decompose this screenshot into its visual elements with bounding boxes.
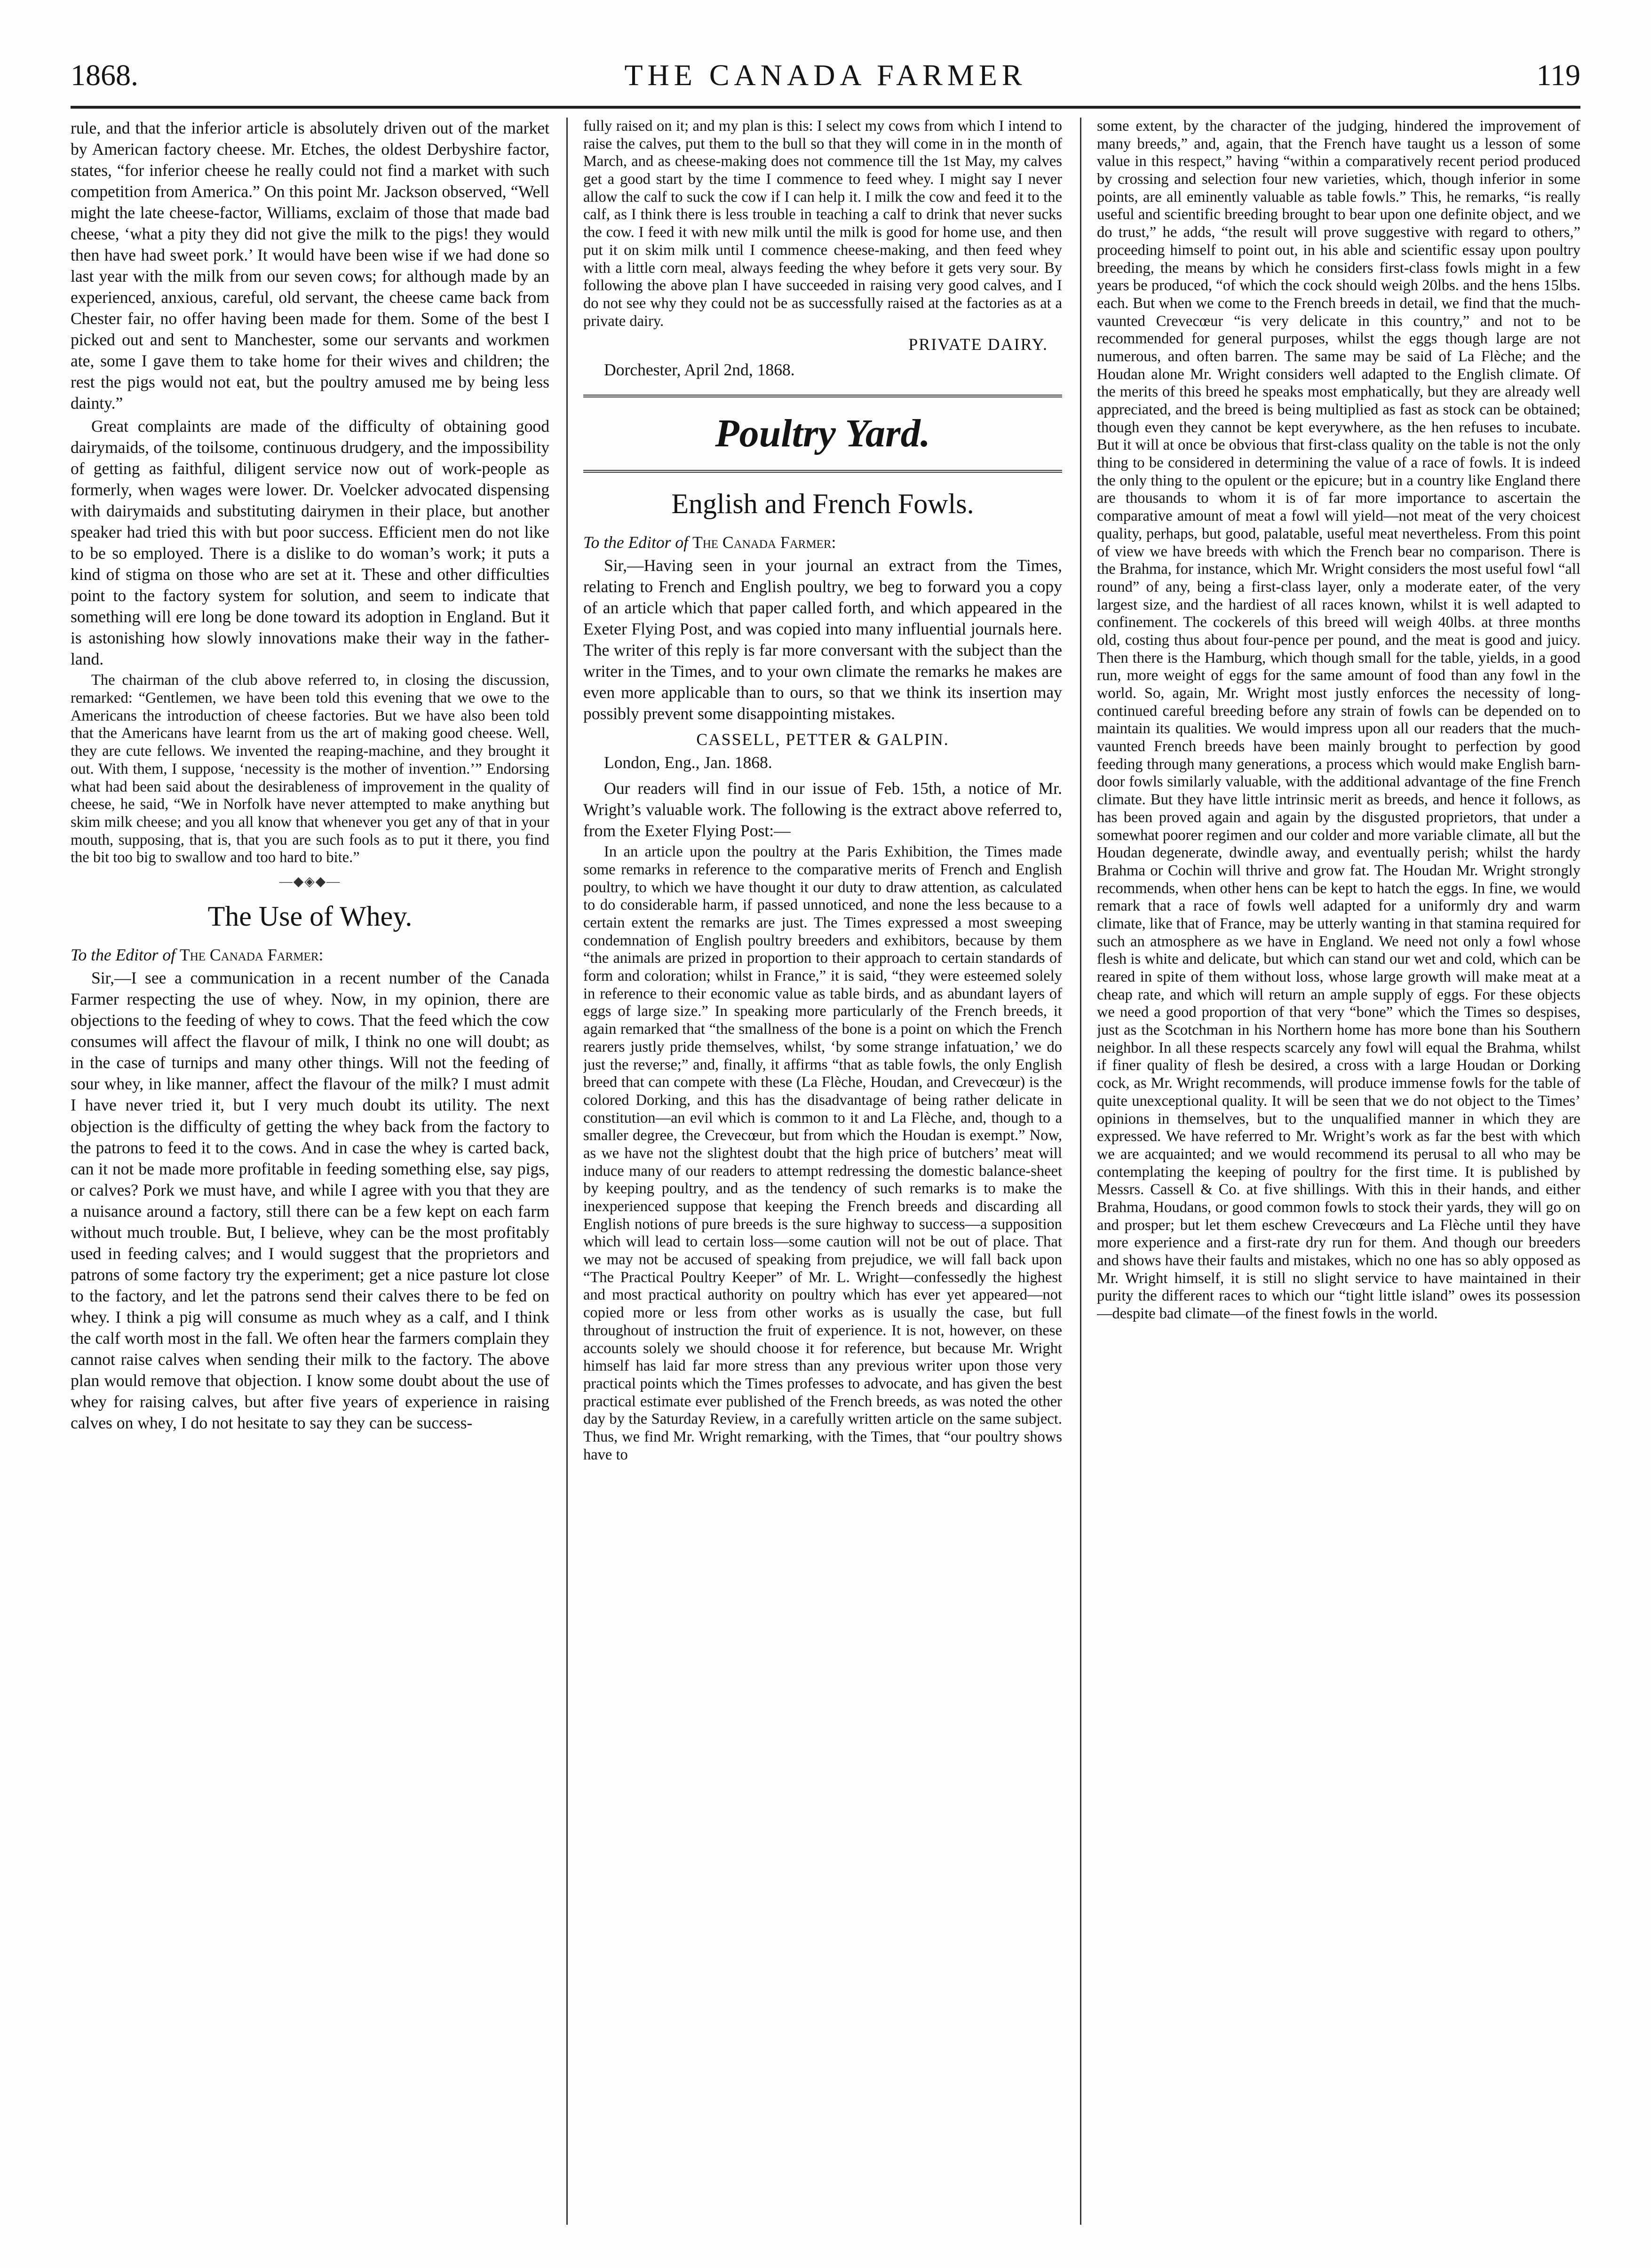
to-editor-prefix: To the Editor of: [583, 533, 689, 552]
column-divider: [1080, 118, 1081, 2225]
column-3: [1097, 118, 1580, 2225]
to-editor-line: [583, 532, 1062, 553]
readers-note: Our readers will find in our issue of Feb. 15th, a notice of Mr. Wright’s valuable work. The following is the extract above referred to, from the Exeter Flying Post:—: [583, 779, 1062, 841]
page-number: 119: [1536, 58, 1580, 92]
extract-continuation: some extent, by the character of the judging, hindered the improvement of many breeds,” and, again, that the French have taught us a lesson of some value in this respect,” having “within a comparatively recent period produced by crossing and selection four new varieties, which, though inferior in some points, are all eminently valuable as table fowls.” This, he remarks, “is really useful and scientific breeding brought to bear upon one definite object, and we do trust,” he adds, “the result will prove suggestive with regard to others,” proceeding himself to point out, in his able and scientific essay upon poultry breeding, the means by which he considers first-class fowls might in a few years be produced, “of which the cock should weigh 20lbs. and the hens 15lbs. each. But when we come to the French breeds in detail, we find that the much-vaunted Crevecœur “is very delicate in this country,” and not to be recommended for general purposes, whilst the eggs though large are not numerous, and often barren. The same may be said of La Flèche; and the Houdan alone Mr. Wright considers well adapted to the English climate. Of the merits of this breed he speaks most emphatically, but they are already well appreciated, and the breed is being multiplied as fast as stock can be obtained; though even they cannot be kept everywhere, as the hen refuses to incubate. But it will at once be obvious that first-class quality on the table is not the only thing to be considered in determining the value of a race of fowls. It is indeed the only thing to the opulent or the epicure; but in a country like England there are thousands to whom it is of far more importance to ascertain the comparative amount of meat a fowl will yield—not meat of the very choicest quality, perhaps, but good, palatable, useful meat nevertheless. From this point of view we have breeds with which the French bear no comparison. There is the Brahma, for instance, which Mr. Wright considers the most useful fowl “all round” of any, being a first-class layer, only a moderate eater, of the very largest size, and the hardiest of all races known, whilst it is well adapted to confinement. The cockerels of this breed will weigh 40lbs. at three months old, costing thus about four-pence per pound, and the meat is good and juicy. Then there is the Hamburg, which though small for the table, yields, in a good run, more weight of eggs for the same amount of food than any fowl in the world. So, again, Mr. Wright most justly enforces the necessity of long-continued careful breeding before any strain of fowls can be depended on to maintain its qualities. We would impress upon all our readers that the much-vaunted French breeds have been mainly brought to perfection by good feeding through many generations, a process which would make English barn-door fowls similarly valuable, with the additional advantage of the fine French climate. But they have little intrinsic merit as breeds, and hence it follows, as has been proved again and again by the disgusted proprietors, that under a somewhat poorer regimen and our colder and more variable climate, all but the Houdan degenerate, dwindle away, and eventually perish; whilst the hardy Brahma or Cochin will thrive and grow fat. The Houdan Mr. Wright strongly recommends, when other hens can be kept to hatch the eggs. In fine, we would remark that a race of fowls well adapted for a uniformly dry and warm climate, like that of France, may be utterly wanting in that stamina required for such an atmosphere as we have in England. We need not only a fowl whose flesh is white and delicate, but which can stand our wet and cold, which can be reared in spite of them without loss, whose large growth will make meat at a cheap rate, and which will return an ample supply of eggs. For these objects we need a good proportion of that very “bone” which the Times so despises, just as the Scotchman in his Northern home has more bone than his Southern neighbor. In all these respects scarcely any fowl will equal the Brahma, whilst if finer quality of flesh be desired, a cross with a large Houdan or Dorking cock, as Mr. Wright recommends, will produce immense fowls for the table of quite unexceptional quality. It will be seen that we do not object to the Times’ opinions in themselves, but to the unqualified manner in which they are expressed. We have referred to Mr. Wright’s work as far the best with which we are acquainted; and we would recommend its perusal to all who may be contemplating the keeping of poultry for the first time. It is published by Messrs. Cassell & Co. at five shillings. With this in their hands, and either Brahma, Houdans, or good common fowls to stock their yards, they will go on and prosper; but let them eschew Crevecœurs and La Flèche until they have more experience and a first-rate dry run for them. And though our breeders and shows have their faults and mistakes, which no one has so ably opposed as Mr. Wright himself, it is still no slight service to have maintained in their purity the different races to which our “tight little island” owes its possession—despite bad climate—of the finest fowls in the world.: [1097, 118, 1580, 1323]
dateline: Dorchester, April 2nd, 1868.: [604, 360, 795, 379]
whey-heading: The Use of Whey.: [207, 901, 413, 932]
fowls-heading: English and French Fowls.: [671, 488, 974, 520]
column-divider: [566, 118, 568, 2225]
article-paragraph: fully raised on it; and my plan is this: I select my cows from which I intend to raise the calves, put them to the bull so that they will come in in the month of March, and as cheese-making does not commence till the 1st May, my calves get a good start by the time I commence to feed whey. I might say I never allow the calf to suck the cow if I can help it. I milk the cow and feed it to the calf, as I think there is less trouble in teaching a calf to drink that never sucks the cow. I feed it with new milk until the milk is good for home use, and then put it on skim milk until I commence cheese-making, and then feed whey with a little corn meal, always feeding the whey before it gets very sour. By following the above plan I have succeeded in raising very good calves, and I do not see why they could not be as successfully raised at the factories as at a private dairy.: [583, 118, 1062, 330]
section-ornament: —◆◈◆—: [279, 874, 341, 889]
masthead-rule: [71, 106, 1580, 109]
letter-signature: CASSELL, PETTER & GALPIN.: [696, 730, 949, 749]
article-paragraph: Great complaints are made of the difficulty of obtaining good dairymaids, of the toilsome, continuous drudgery, and the impossibility of getting as faithful, diligent service now out of work-people as formerly, when wages were lower. Dr. Voelcker advocated dispensing with dairymaids and substituting dairymen in their place, but another speaker had tried this with but poor success. Efficient men do not like to be so employed. There is a dislike to do woman’s work; it puts a kind of stigma on those who are set at it. These and other difficulties point to the factory system for solution, and seem to indicate that something will ere long be done toward its adoption in England. But it is astonishing how slowly innovations make their way in the father-land.: [71, 417, 549, 669]
column-2: [583, 118, 1062, 2225]
masthead-year: 1868.: [71, 58, 138, 92]
department-heading: Poultry Yard.: [583, 395, 1062, 473]
column-1: [71, 118, 549, 2225]
letter-body: Sir,—Having seen in your journal an extract from the Times, relating to French and English poultry, we beg to forward you a copy of an article which that paper called forth, and which appeared in the Exeter Flying Post, and was copied into many influential journals here. The writer of this reply is far more conversant with the subject than the writer in the Times, and to your own climate the remarks he makes are even more applicable than to ours, so that we think its insertion may possibly prevent some disappointing mistakes.: [583, 556, 1062, 723]
extract-body: In an article upon the poultry at the Paris Exhibition, the Times made some remarks in reference to the comparative merits of French and English poultry, to which we have thought it our duty to draw attention, as calculated to do considerable harm, if passed unnoticed, and none the less because to a certain extent the remarks are just. The Times expressed a most sweeping condemnation of English poultry breeders and exhibitors, because by them “the animals are prized in proportion to their approach to certain standards of form and coloration; whilst in France,” it is said, “they were esteemed solely in reference to their economic value as table birds, and as abundant layers of eggs of large size.” In speaking more particularly of the French breeds, it again remarked that “the smallness of the bone is a point on which the French rearers justly pride themselves, whilst, ‘by some strange infatuation,’ we do just the reverse;” and, finally, it affirms “that as table fowls, the only English breed that can compete with these (La Flèche, Houdan, and Crevecœur) is the colored Dorking, and this has the disadvantage of being rather delicate in constitution—an evil which is common to it and La Flèche, and, though to a smaller degree, the Crevecœur, but from which the Houdan is exempt.” Now, as we have not the slightest doubt that the high price of butchers’ meat will induce many of our readers to attempt redressing the domestic balance-sheet by keeping poultry, and as the tendency of such remarks is to make the inexperienced suppose that keeping the French breeds and discarding all English notions of pure breeds is the sure highway to success—a supposition which will lead to certain loss—some caution will not be out of place. That we may not be accused of speaking from prejudice, we will fall back upon “The Practical Poultry Keeper” of Mr. L. Wright—confessedly the highest and most practical authority on poultry which has ever yet appeared—not copied more or less from other works as is usually the case, but full throughout of instruction the fruit of experience. It is not, however, on these accounts solely we should choose it for reference, but because Mr. Wright himself has laid far more stress than any previous writer upon those very practical points which the Times professes to advocate, and has given the best practical estimate ever published of the French breeds, as was noted the other day by the Saturday Review, in a carefully written article on the same subject. Thus, we find Mr. Wright remarking, with the Times, that “our poultry shows have to: [583, 843, 1062, 1463]
letter-body: Sir,—I see a communication in a recent number of the Canada Farmer respecting the use of whey. Now, in my opinion, there are objections to the feeding of whey to cows. That the feed which the cow consumes will affect the flavour of milk, I think no one will doubt; as in the case of turnips and many other things. Will not the feeding of sour whey, in like manner, affect the flavour of the milk? I must admit I have never tried it, but I very much doubt its utility. The next objection is the difficulty of getting the whey back from the factory to the patrons to feed it to the cows. And in case the whey is carted back, can it not be made more profitable in feeding something else, say pigs, or calves? Pork we must have, and while I agree with you that they are a nuisance around a factory, still there can be a few kept on each farm without much trouble. But, I believe, whey can be the most profitably used in feeding calves; and I would suggest that the proprietors and patrons of some factory try the experiment; get a nice pasture lot close to the factory, and let the patrons send their calves there to be fed on whey. I think a pig will consume as much whey as a calf, and I think the calf worth most in the fall. We often hear the farmers complain they cannot raise calves when sending their milk to the factory. The above plan would remove that objection. I know some doubt about the use of whey for raising calves, but after five years of experience in raising calves on whey, I do not hesitate to say they can be success-: [71, 968, 549, 1432]
to-editor-name: The Canada Farmer:: [692, 533, 836, 552]
article-paragraph: The chairman of the club above referred to, in closing the discussion, remarked: “Gentlemen, we have been told this evening that we owe to the Americans the introduction of cheese factories. But we have also been told that the Americans have learnt from us the art of making good cheese. Well, they are cute fellows. We invented the reaping-machine, and they brought it out. With them, I suppose, ‘necessity is the mother of invention.’” Endorsing what had been said about the desirableness of improvement in the quality of cheese, he said, “We in Norfolk have never attempted to make anything but skim milk cheese; and you all know that whenever you get any of that in your mouth, supposing, that is, that you are such fools as to put it there, you find the bit too big to swallow and too hard to bite.”: [71, 672, 549, 866]
masthead: [71, 52, 1580, 99]
to-editor-prefix: To the Editor of: [71, 945, 176, 965]
article-paragraph: rule, and that the inferior article is absolutely driven out of the market by American factory cheese. Mr. Etches, the oldest Derbyshire factor, states, “for inferior cheese he really could not find a market with such competition from America.” On this point Mr. Jackson observed, “Well might the late cheese-factor, Williams, exclaim of those that made bad cheese, ‘what a pity they did not give the milk to the pigs! they would then have had sweet pork.’ It would have been wise if we had done so last year with the milk from our seven cows; for although made by an experienced, anxious, careful, old servant, the cheese came back from Chester fair, no offer having been made for them. Some of the best I picked out and sent to Manchester, some our servants and workmen ate, some I gave them to take home for their wives and children; the rest the pigs would not eat, but the poultry amused me by being less dainty.”: [71, 119, 549, 413]
to-editor-name: The Canada Farmer:: [179, 945, 324, 965]
masthead-title: THE CANADA FARMER: [624, 58, 1027, 92]
to-editor-line: [71, 944, 549, 966]
letter-dateline: London, Eng., Jan. 1868.: [604, 753, 772, 772]
signature: PRIVATE DAIRY.: [908, 335, 1048, 354]
